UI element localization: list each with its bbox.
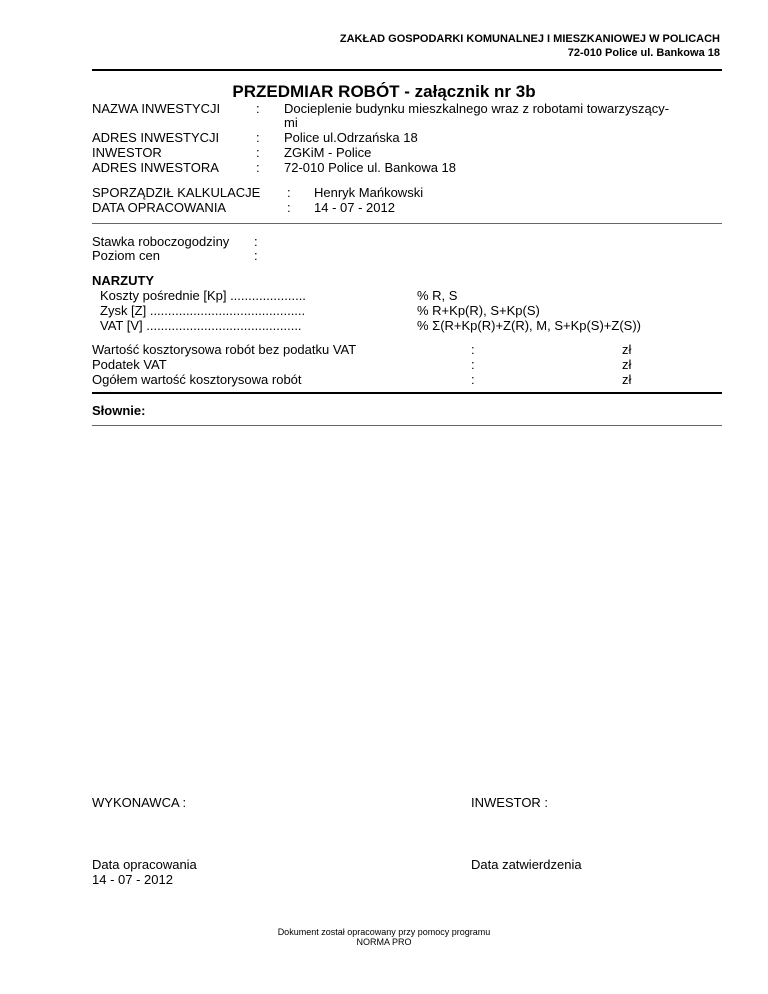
header-divider (92, 69, 722, 71)
vat-tax-currency: zł (622, 357, 632, 372)
inwestor-value: ZGKiM - Police (284, 145, 372, 160)
data-opracowania-footer-value: 14 - 07 - 2012 (92, 872, 173, 887)
slownie-divider (92, 425, 722, 426)
data-opracowania-value: 14 - 07 - 2012 (314, 200, 395, 215)
footer-line-1: Dokument został opracowany przy pomocy programu (277, 927, 491, 937)
zysk-label: Zysk [Z] ........................................... (100, 303, 306, 318)
vat-tax-label: Podatek VAT (92, 357, 167, 372)
narzuty-heading: NARZUTY (92, 273, 155, 288)
wykonawca-label: WYKONAWCA : (92, 795, 187, 810)
nazwa-inwestycji-colon: : (256, 101, 260, 116)
stawka-colon: : (254, 234, 258, 249)
organization-address: 72-010 Police ul. Bankowa 18 (567, 47, 720, 59)
slownie-label: Słownie: (92, 403, 146, 418)
vat-basis: % Σ(R+Kp(R)+Z(R), M, S+Kp(S)+Z(S)) (417, 318, 642, 333)
data-opracowania-label: DATA OPRACOWANIA (92, 200, 227, 215)
nazwa-inwestycji-value-cont: mi (284, 115, 298, 130)
organization-name: ZAKŁAD GOSPODARKI KOMUNALNEJ I MIESZKANIOWEJ W POLICACH (339, 33, 720, 45)
data-opracowania-colon: : (287, 200, 291, 215)
adres-inwestora-colon: : (256, 160, 260, 175)
net-value-label: Wartość kosztorysowa robót bez podatku VAT (92, 342, 357, 357)
footer-line-2: NORMA PRO (356, 937, 412, 947)
totals-divider (92, 392, 722, 394)
inwestor-label: INWESTOR (92, 145, 162, 160)
net-value-colon: : (471, 342, 475, 357)
adres-inwestycji-colon: : (256, 130, 260, 145)
adres-inwestora-value: 72-010 Police ul. Bankowa 18 (284, 160, 457, 175)
net-value-currency: zł (622, 342, 632, 357)
gross-value-label: Ogółem wartość kosztorysowa robót (92, 372, 302, 387)
info-divider (92, 223, 722, 224)
inwestor-colon: : (256, 145, 260, 160)
adres-inwestycji-label: ADRES INWESTYCJI (92, 130, 220, 145)
sporzadzil-colon: : (287, 185, 291, 200)
koszty-posrednie-label: Koszty pośrednie [Kp] ..................... (100, 288, 306, 303)
sporzadzil-label: SPORZĄDZIŁ KALKULACJE (92, 185, 261, 200)
adres-inwestora-label: ADRES INWESTORA (92, 160, 219, 175)
data-zatwierdzenia-label: Data zatwierdzenia (471, 857, 582, 872)
gross-value-colon: : (471, 372, 475, 387)
adres-inwestycji-value: Police ul.Odrzańska 18 (284, 130, 418, 145)
poziom-cen-colon: : (254, 248, 258, 263)
gross-value-currency: zł (622, 372, 632, 387)
poziom-cen-label: Poziom cen (92, 248, 160, 263)
vat-tax-colon: : (471, 357, 475, 372)
nazwa-inwestycji-label: NAZWA INWESTYCJI (92, 101, 221, 116)
page-title: PRZEDMIAR ROBÓT - załącznik nr 3b (232, 82, 536, 101)
zysk-basis: % R+Kp(R), S+Kp(S) (417, 303, 540, 318)
inwestor-signature-label: INWESTOR : (471, 795, 549, 810)
vat-label: VAT [V] ........................................... (100, 318, 302, 333)
stawka-label: Stawka roboczogodziny (92, 234, 230, 249)
koszty-posrednie-basis: % R, S (417, 288, 458, 303)
data-opracowania-footer-label: Data opracowania (92, 857, 197, 872)
sporzadzil-value: Henryk Mańkowski (314, 185, 424, 200)
nazwa-inwestycji-value: Docieplenie budynku mieszkalnego wraz z robotami towarzyszący- (284, 101, 670, 116)
